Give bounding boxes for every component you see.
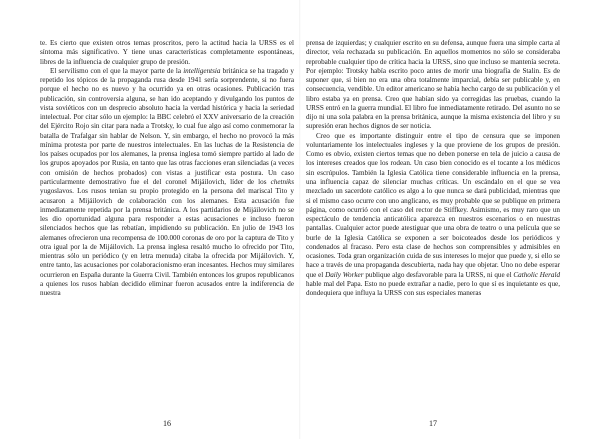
right-paragraph-2-italic-2: Catholic Herald bbox=[513, 270, 561, 279]
right-paragraph-2-before: Creo que es importante distinguir entre el tipo de censura que se imponen voluntariamente los intelectuales ingleses y la que proviene de los grupos de presión. Como es obvio, existen ciertos temas que no deben ponerse en tela de juicio a causa de los intereses creados que los rodean. Un caso bien conocido es el tocante a los médicos sin escrúpulos. También la Iglesia Católica tiene considerable influencia en la prensa, una influencia capaz de silenciar muchas críticas. Un escándalo en el que se vea mezclado un sacerdote católico es algo a lo que nunca se dará publicidad, mientras que si el mismo caso ocurre con uno anglicano, es muy probable que se publique en primera página, como ocurrió con el caso del rector de Stiffkey. Asimismo, es muy raro que un espectáculo de tendencia anticatólica aparezca en nuestros escenarios o en nuestras pantallas. Cualquier actor puede atestiguar que una obra de teatro o una película que se burle de la Iglesia Católica se exponen a ser boicoteados desde los periódicos y condenados al fracaso. Pero esta clase de hechos son comprensibles y admisibles en ocasiones. Toda gran organización cuida de sus intereses lo mejor que puede y, si ello se hace a través de una propaganda descubierta, nada hay que objetar. Uno no debe esperar que el bbox=[306, 131, 560, 279]
left-paragraph-2-before: El servilismo con el que la mayor parte de la bbox=[50, 66, 184, 75]
right-paragraph-2-after: hable mal del Papa. Esto no puede extrañar a nadie, pero lo que sí es inquietante es que, dondequiera que influya la URSS con sus especiales maneras bbox=[306, 279, 560, 298]
left-paragraph-2 bbox=[40, 67, 294, 299]
right-paragraph-2-italic: Daily Worker bbox=[325, 270, 364, 279]
left-page-number: 16 bbox=[163, 419, 171, 428]
right-page bbox=[306, 39, 560, 439]
left-page bbox=[40, 39, 294, 439]
right-paragraph-2-middle: publique algo desfavorable para la URSS, ni que el bbox=[363, 270, 514, 279]
left-paragraph-2-italic-2: chetniks bbox=[270, 177, 294, 186]
right-paragraph-2 bbox=[306, 132, 560, 299]
left-paragraph-1: te. Es cierto que existen otros temas proscritos, pero la actitud hacia la URSS es el síntoma más significativo. Y tiene unas características completamente espontáneas, libres de la influencia de cualquier grupo de presión. bbox=[40, 39, 294, 66]
right-paragraph-1: prensa de izquierdas; y cualquier escrito en su defensa, aunque fuera una simple carta al director, veía rechazada su publicación. En aquellos momentos no sólo se consideraba reprobable cualquier tipo de crítica hacia la URSS, sino que incluso se mantenía secreta. Por ejemplo: Trotsky había escrito poco antes de morir una biografía de Stalin. Es de suponer que, si bien no era una obra totalmente imparcial, debía ser publicable y, en consecuencia, vendible. Un editor americano se había hecho cargo de su publicación y el libro estaba ya en prensa. Creo que habían sido ya corregidas las pruebas, cuando la URSS entró en la guerra mundial. El libro fue inmediatamente retirado. Del asunto no se dijo ni una sola palabra en la prensa británica, aunque la misma existencia del libro y su supresión eran hechos dignos de ser noticia. bbox=[306, 39, 560, 131]
left-paragraph-2-end: yugoslavos. Los rusos tenían su propio protegido en la persona del mariscal Tito y acusaron a Mijáilovich de colaboración con los alemanes. Esta acusación fue inmediatamente repetida por la prensa británica. A los partidarios de Mijáilovich no se les dio oportunidad alguna para responder a estas acusaciones e incluso fueron silenciados hechos que las rebatían, impidiendo su publicación. En julio de 1943 los alemanes ofrecieron una recompensa de 100.000 coronas de oro por la captura de Tito y otra igual por la de Mijáilovich. La prensa inglesa resaltó mucho lo ofrecido por Tito, mientras sólo un periódico (y en letra menuda) citaba la ofrecida por Mijáilovich. Y, entre tanto, las acusaciones por colaboracionismo eran incesantes. Hechos muy similares ocurrieron en España durante la Guerra Civil. También entonces los grupos republicanos a quienes los rusos habían decidido eliminar fueron acusados entre la indiferencia de nuestra bbox=[40, 187, 294, 298]
right-page-number: 17 bbox=[429, 419, 437, 428]
left-paragraph-2-italic: intelligentsia bbox=[183, 66, 221, 75]
left-paragraph-2-after: británica se ha tragado y repetido los tópicos de la propaganda rusa desde 1941 sería sorprendente, si no fuera porque el hecho no es nuevo y ha ocurrido ya en otras ocasiones. Publicación tras publicación, sin controversia alguna, se han ido aceptando y divulgando los puntos de vista soviéticos con un desprecio absoluto hacia la verdad histórica y hacia la seriedad intelectual. Por citar sólo un ejemplo: la BBC celebró el XXV aniversario de la creación del Ejército Rojo sin citar para nada a Trotsky, lo cual fue algo así como conmemorar la batalla de Trafalgar sin hablar de Nelson. Y, sin embargo, el hecho no provocó la más mínima protesta por parte de nuestros intelectuales. En las luchas de la Resistencia de los países ocupados por los alemanes, la prensa inglesa tomó siempre partido al lado de los grupos apoyados por Rusia, en tanto que las otras facciones eran silenciadas (a veces con omisión de hechos probados) con vistas a justificar esta postura. Un caso particularmente demostrativo fue el del coronel Mijáilovich, líder de los bbox=[40, 66, 295, 186]
book-gutter bbox=[299, 0, 301, 439]
